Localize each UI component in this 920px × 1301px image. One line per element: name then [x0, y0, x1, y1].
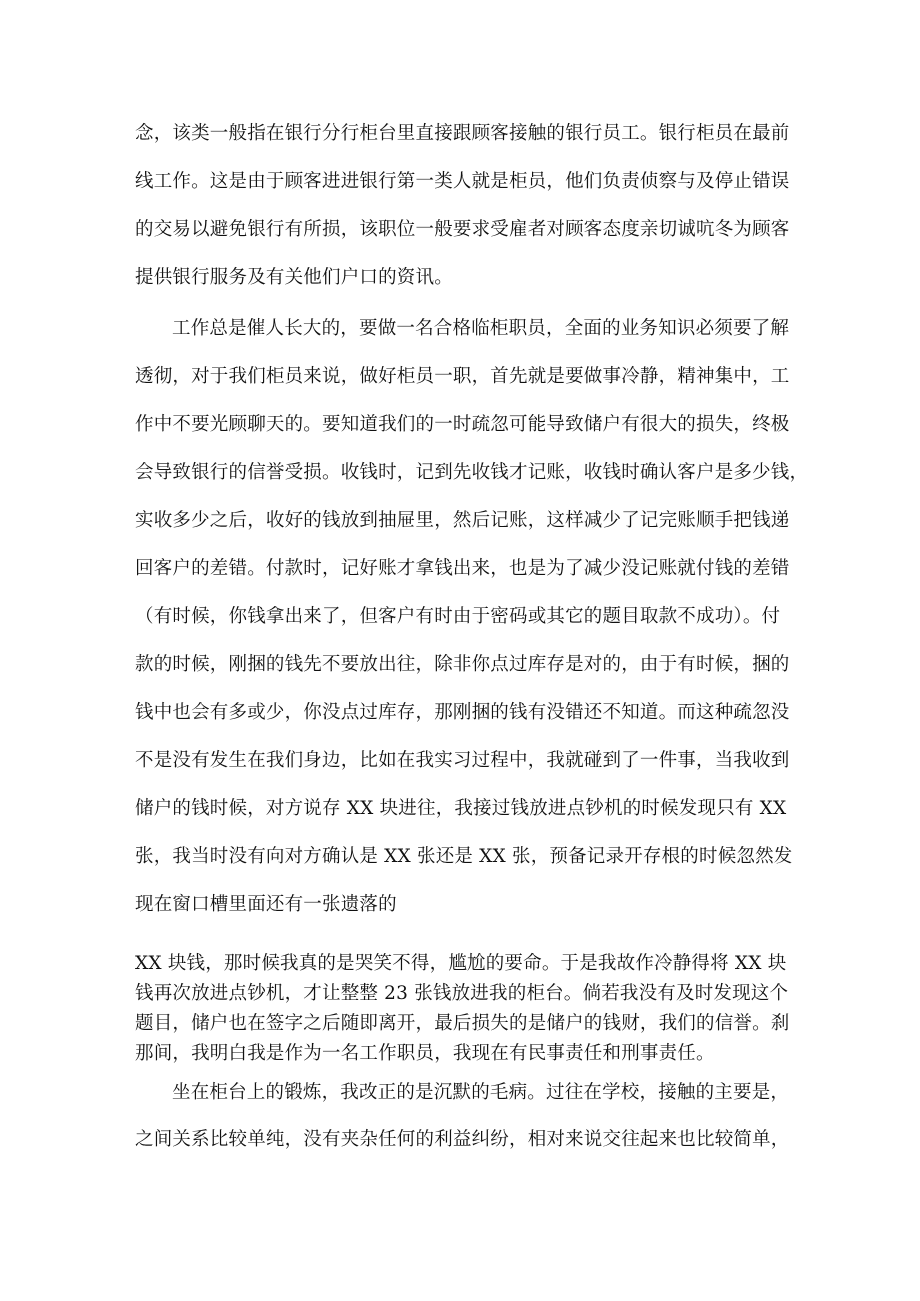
text-line: 款的时候，刚捆的钱先不要放出往，除非你点过库存是对的，由于有时候，捆的: [135, 654, 790, 675]
text-line: 现在窗口槽里面还有一张遗落的: [135, 894, 397, 915]
text-line: 实收多少之后，收好的钱放到抽屉里，然后记账，这样减少了记完账顺手把钱递: [135, 510, 790, 531]
text-line: XX 块钱，那时候我真的是哭笑不得，尴尬的要命。于是我故作冷静得将 XX 块: [135, 953, 787, 974]
text-line: （有时候，你钱拿出来了，但客户有时由于密码或其它的题目取款不成功）。付: [135, 606, 781, 627]
text-line: 钱中也会有多或少，你没点过库存，那刚捆的钱有没错还不知道。而这种疏忽没: [135, 702, 790, 723]
text-line: 储户的钱时候，对方说存 XX 块进往，我接过钱放进点钞机的时候发现只有 XX: [135, 798, 787, 819]
text-line: 提供银行服务及有关他们户口的资讯。: [135, 267, 453, 288]
text-line: 线工作。这是由于顾客进进银行第一类人就是柜员，他们负责侦察与及停止错误: [135, 171, 790, 192]
text-line: 题目，储户也在签字之后随即离开，最后损失的是储户的钱财，我们的信誉。刹: [135, 1013, 790, 1034]
text-line: 透彻，对于我们柜员来说，做好柜员一职，首先就是要做事冷静，精神集中，工: [135, 366, 790, 387]
text-line: 之间关系比较单纯，没有夹杂任何的利益纠纷，相对来说交往起来也比较简单，: [135, 1129, 790, 1150]
text-line: 的交易以避免银行有所损，该职位一般要求受雇者对顾客态度亲切诚吭冬为顾客: [135, 219, 790, 240]
text-line: 张，我当时没有向对方确认是 XX 张还是 XX 张，预备记录开存根的时候忽然发: [135, 846, 793, 867]
text-line: 回客户的差错。付款时，记好账才拿钱出来，也是为了减少没记账就付钱的差错: [135, 558, 790, 579]
text-line: 不是没有发生在我们身边，比如在我实习过程中，我就碰到了一件事，当我收到: [135, 750, 790, 771]
text-line: 那间，我明白我是作为一名工作职员，我现在有民事责任和刑事责任。: [135, 1043, 715, 1064]
paragraph-first-line: 坐在柜台上的锻炼，我改正的是沉默的毛病。过往在学校，接触的主要是，: [172, 1082, 790, 1103]
text-line: 会导致银行的信誉受损。收钱时，记到先收钱才记账，收钱时确认客户是多少钱，: [135, 462, 809, 483]
paragraph-first-line: 工作总是催人长大的，要做一名合格临柜职员，全面的业务知识必须要了解: [172, 318, 790, 339]
text-line: 念，该类一般指在银行分行柜台里直接跟顾客接触的银行员工。银行柜员在最前: [135, 123, 790, 144]
text-line: 钱再次放进点钞机，才让整整 23 张钱放进我的柜台。倘若我没有及时发现这个: [135, 983, 789, 1004]
text-line: 作中不要光顾聊天的。要知道我们的一时疏忽可能导致储户有很大的损失，终极: [135, 414, 790, 435]
